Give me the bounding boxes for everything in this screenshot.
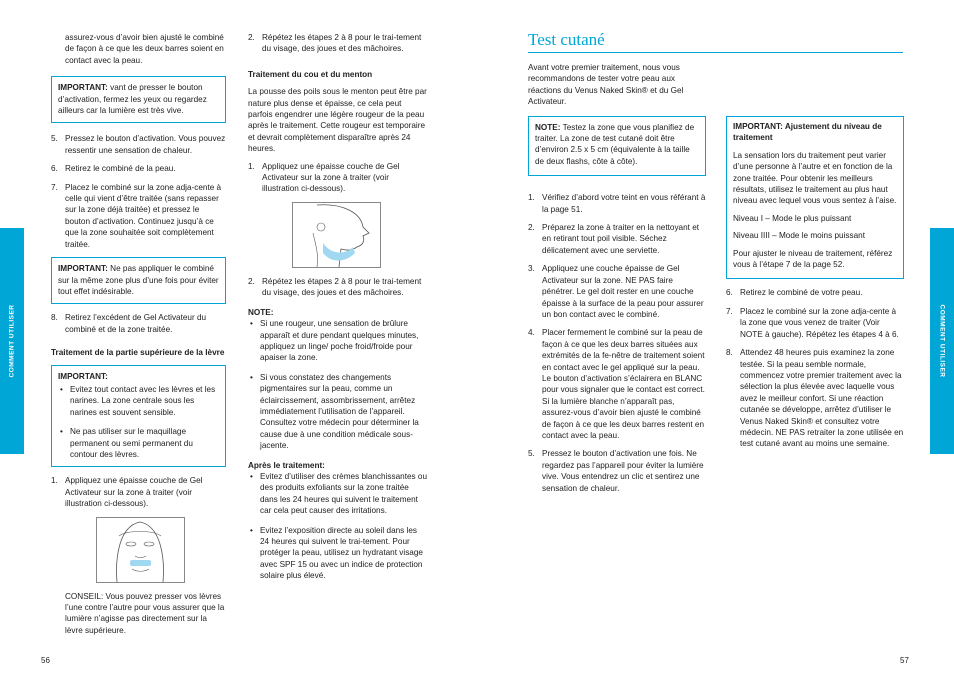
steps-list xyxy=(528,192,706,494)
right-col-2 xyxy=(726,116,904,457)
important-label: IMPORTANT: xyxy=(58,83,108,93)
step-text: Répétez les étapes 2 à 8 pour le trai-tement du visage, des joues et des mâchoires. xyxy=(262,276,422,298)
bullet-item: • Si une rougeur, une sensation de brûlure apparaît et dure pendant quelques minutes, appliquez un linge/ poche froid/froide pour apaiser la zone. xyxy=(250,319,419,363)
level-4-text: Niveau IIII – Mode le moins puissant xyxy=(733,231,865,241)
step-item xyxy=(528,222,706,256)
step-number: 1. xyxy=(528,193,535,203)
step-item xyxy=(51,182,226,250)
bullet-item: • Evitez d’utiliser des crèmes blanchissantes ou des produits exfoliants sur la zone traitée dans les 24 heures qui suivent le traitement car cela peut causer des irritations. xyxy=(250,471,428,516)
step-item xyxy=(726,287,904,298)
step-text: Placez le combiné sur la zone adja-cente à la zone que vous venez de traiter (Voir NOTE à gauche). Répétez les étapes 4 à 6. xyxy=(740,306,899,339)
step-item xyxy=(248,32,428,55)
bullet-text: Si vous constatez des changements pigmentaires sur la peau, comme un éclaircissement, assombrissement, arrêtez immédiatement l’utilisation de l’appareil. Consultez votre médecin pour déterminer la cause due à une condition médicale sous-jacente. xyxy=(260,372,419,451)
bullet-item: • Ne pas utiliser sur le maquillage permanent ou semi permanent du contour des lèvres. xyxy=(60,427,193,459)
side-tab-left xyxy=(0,228,24,454)
steps-list xyxy=(726,287,904,449)
step-number: 2. xyxy=(248,276,255,286)
step-number: 5. xyxy=(528,449,535,459)
step-number: 1. xyxy=(248,161,255,171)
title-rule xyxy=(528,52,903,53)
step-number: 8. xyxy=(51,313,58,323)
step-text: Retirez l’excédent de Gel Activateur du combiné et de la zone traitée. xyxy=(65,313,207,334)
note-label: NOTE: xyxy=(535,122,561,132)
bullet-text: Ne pas utiliser sur le maquillage permanent ou semi permanent du contour des lèvres. xyxy=(70,427,193,459)
step-item xyxy=(51,133,226,156)
step-number: 5. xyxy=(51,134,58,144)
step-number: 2. xyxy=(528,223,535,233)
step-item xyxy=(528,448,706,494)
step-number: 6. xyxy=(51,164,58,174)
bullet-text: Evitez l’exposition directe au soleil dans les 24 heures qui suivent le trai-tement. Pour protéger la peau, utilisez un hydratant visage avec SPF 15 ou avec un indice de protection solaire plus élevé. xyxy=(260,525,423,581)
neck-illustration xyxy=(292,202,381,268)
level-1-text: Niveau I – Mode le plus puissant xyxy=(733,213,852,223)
step-text: Attendez 48 heures puis examinez la zone testée. Si la peau semble normale, commencez votre premier traitement avec la sélection la plus élevée avec laquelle vous avez le meilleur confort. Si une réaction cutanée se développe, arrêtez d’utiliser le Venus Naked Skin® et consultez votre médecin. NE PAS retraiter la zone utilisée en test cutané avant au moins une semaine. xyxy=(740,348,904,449)
step-number: 1. xyxy=(51,476,58,486)
step-text: Pressez le bouton d’activation une fois. Ne regardez pas l’appareil pour éviter la lumière vive. Vous entendrez un clic et sentirez une sensation de chaleur. xyxy=(542,449,704,493)
face-front-icon xyxy=(97,518,184,582)
step-text: Répétez les étapes 2 à 8 pour le trai-tement du visage, des joues et des mâchoires. xyxy=(262,33,422,54)
important-label: IMPORTANT: xyxy=(58,371,108,381)
after-heading: Après le traitement: xyxy=(248,460,325,470)
important-box-2 xyxy=(51,257,226,304)
box-paragraph: La sensation lors du traitement peut varier d’une personne à l’autre et en fonction de la zone traitée. Pour obtenir les meilleurs résultats, utilisez le traitement au plus haut niveau avec lequel vous vous sentez à l’aise. xyxy=(733,150,897,206)
step-number: 3. xyxy=(528,264,535,274)
bullet-text: Evitez tout contact avec les lèvres et les narines. La zone centrale sous les narines est souvent sensible. xyxy=(70,384,216,417)
step-number: 7. xyxy=(726,306,733,316)
note-text: Testez la zone que vous planifiez de traiter. La zone de test cutané doit être d’environ 2.5 x 5 cm (équivalente à la taille de deux flashs, côte à côte). xyxy=(535,122,695,166)
step-text: Pressez le bouton d’activation. Vous pouvez ressentir une sensation de chaleur. xyxy=(65,134,226,155)
right-col-1 xyxy=(528,62,706,501)
section-heading-lip: Traitement de la partie supérieure de la lèvre xyxy=(51,348,225,358)
box-heading: IMPORTANT: Ajustement du niveau de traitement xyxy=(733,122,882,143)
step-text: Appliquez une couche épaisse de Gel Activateur sur la zone. NE PAS faire pénétrer. Le gel doit rester en une couche épaisse à la surface de la peau pour assurer un bon contact avec le combiné. xyxy=(542,264,704,319)
step-item xyxy=(726,347,904,450)
bullet-text: Si une rougeur, une sensation de brûlure apparaît et dure pendant quelques minutes, appliquez un linge/ poche froid/froide pour apaiser la zone. xyxy=(260,319,419,363)
bullet-item: • Si vous constatez des changements pigmentaires sur la peau, comme un éclaircissement, assombrissement, arrêtez immédiatement l’utilisation de l’appareil. Consultez votre médecin pour déterminer la cause due à une condition médicale sous-jacente. xyxy=(250,372,419,451)
step-item xyxy=(248,161,428,195)
step-number: 8. xyxy=(726,348,733,358)
step-number: 4. xyxy=(528,328,535,338)
left-col-1 xyxy=(51,32,226,642)
steps-list-a xyxy=(51,133,226,250)
important-label: IMPORTANT: xyxy=(58,264,108,274)
side-tab-right xyxy=(930,228,954,454)
important-box-3 xyxy=(51,365,226,468)
step-item xyxy=(51,312,226,335)
page-number-left: 56 xyxy=(41,656,50,665)
conseil-text: CONSEIL: Vous pouvez presser vos lèvres l’une contre l’autre pour vous assurer que la lumière n’agisse pas directement sur la lèvre supérieure. xyxy=(65,591,225,635)
face-profile-icon xyxy=(293,203,380,267)
step-text: Vérifiez d’abord votre teint en vous référant à la page 51. xyxy=(542,193,706,214)
bullet-item: • Evitez l’exposition directe au soleil dans les 24 heures qui suivent le trai-tement. Pour protéger la peau, utilisez un hydratant visage avec SPF 15 ou avec un indice de protection solaire plus élevé. xyxy=(250,525,423,581)
step-number: 7. xyxy=(51,182,58,192)
side-tab-label: COMMENT UTILISER xyxy=(8,304,16,378)
step-number: 6. xyxy=(726,288,733,298)
step-number: 2. xyxy=(248,33,255,42)
bullet-item: • Evitez tout contact avec les lèvres et les narines. La zone centrale sous les narines est souvent sensible. xyxy=(60,384,216,417)
neck-paragraph: La pousse des poils sous le menton peut être par nature plus dense et épaisse, ce cela peut parfois engendrer une légère rougeur de la peau après le traitement. Cette rougeur est temporaire et devrait complètement disparaître après 24 heures. xyxy=(248,87,427,154)
step-item xyxy=(528,327,706,441)
important-text: Ne pas appliquer le combiné sur la même zone plus d’une fois pour éviter tout effet indésirable. xyxy=(58,264,219,296)
box-tail: Pour ajuster le niveau de traitement, référez vous à l’étape 7 de la page 52. xyxy=(733,248,893,270)
step-item xyxy=(528,192,706,215)
note-box xyxy=(528,116,706,177)
step-item xyxy=(248,276,428,299)
section-heading-neck: Traitement du cou et du menton xyxy=(248,69,373,79)
step-item xyxy=(51,475,226,509)
note-heading: NOTE: xyxy=(248,307,274,317)
step-text: Placez le combiné sur la zone adja-cente à celle qui vient d’être traitée (sans repasser sur la zone déjà traitée) et pressez le bouton d’activation. Continuez jusqu’à ce que la zone souhaitée soit complètement traitée. xyxy=(65,182,222,249)
side-tab-label: COMMENT UTILISER xyxy=(938,304,946,378)
step-item xyxy=(51,163,226,174)
page-title: Test cutané xyxy=(528,30,605,49)
step-text: Préparez la zone à traiter en la nettoyant et en retirant tout poil visible. Séchez délicatement avec une serviette. xyxy=(542,223,700,255)
page-number-right: 57 xyxy=(900,656,909,665)
important-text: vant de presser le bouton d’activation, fermez les yeux ou regardez ailleurs car la lumière est très vive. xyxy=(58,83,207,116)
step-text: Retirez le combiné de la peau. xyxy=(65,164,176,174)
bullet-text: Evitez d’utiliser des crèmes blanchissantes ou des produits exfoliants sur la zone traitée dans les 24 heures qui suivent le traitement car cela peut causer des irritations. xyxy=(260,471,428,516)
step-item xyxy=(528,263,706,320)
step-item xyxy=(726,306,904,340)
intro-text: Avant votre premier traitement, nous vous recommandons de tester votre peau aux réactions du Venus Naked Skin® et du Gel Activateur. xyxy=(528,63,684,107)
step-text: Appliquez une épaisse couche de Gel Activateur sur la zone à traiter (voir illustration ci-dessous). xyxy=(262,161,400,194)
step-text: Retirez le combiné de votre peau. xyxy=(740,288,863,298)
important-level-box xyxy=(726,116,904,279)
step-text: Appliquez une épaisse couche de Gel Activateur sur la zone à traiter (voir illustration ci-dessous). xyxy=(65,476,203,509)
left-col-2 xyxy=(248,32,428,588)
important-box-1 xyxy=(51,76,226,123)
lip-illustration xyxy=(96,517,185,583)
step-text: Placer fermement le combiné sur la peau de façon à ce que les deux barres situées aux extrémités de la fe-nêtre de traitement soient en contact avec le gel appliqué sur la peau. Le bouton d’activation s’éclairera en BLANC pour vous signaler que le contact est correct. Si la lumière blanche n’apparaît pas, assurez-vous d’avoir bien ajusté le combiné de façon à ce que les deux barres restent en contact avec la peau. xyxy=(542,328,705,440)
intro-text: assurez-vous d’avoir bien ajusté le combiné de façon à ce que les deux barres soient en contact avec la peau. xyxy=(65,33,224,65)
